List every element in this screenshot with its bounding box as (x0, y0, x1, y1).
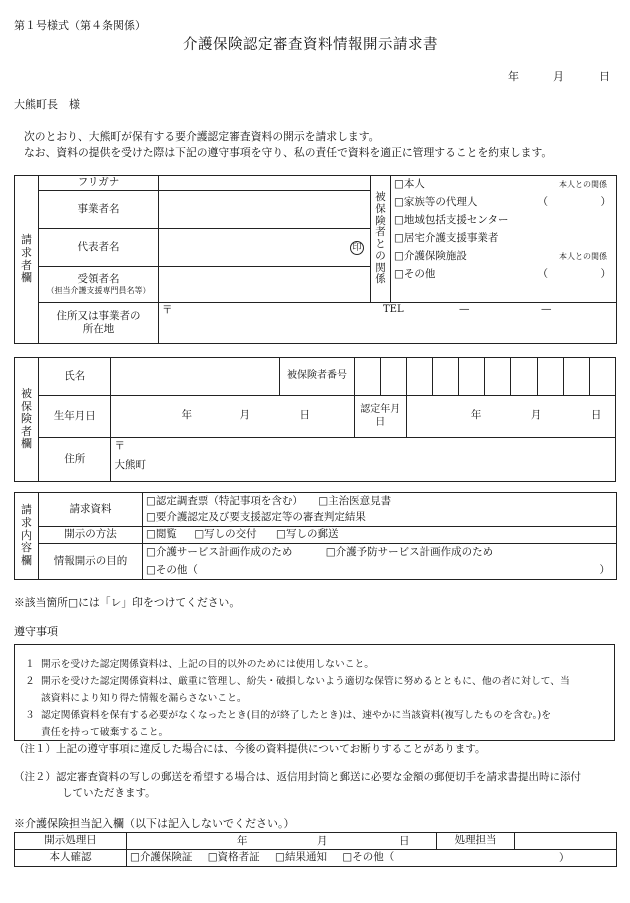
insured-number-digit[interactable] (485, 358, 511, 396)
cert-year-unit: 年 (470, 409, 482, 421)
identity-option-insurance-card[interactable]: □介護保険証 (130, 851, 193, 864)
compliance-title: 遵守事項 (14, 625, 58, 638)
materials-row-2 (143, 510, 617, 527)
birth-month-unit: 月 (239, 409, 250, 421)
cert-date-label: 認定年月日 (354, 396, 406, 438)
process-month-unit: 月 (317, 835, 328, 847)
furigana-field[interactable] (159, 176, 371, 191)
intro-line-2: なお、資料の提供を受けた際は下記の遵守事項を守り、私の責任で資料を適正に管理することを約束します。 (24, 146, 553, 159)
page-title: 介護保険認定審査資料情報開示請求書 (183, 37, 438, 53)
purpose-close-paren: ） (599, 563, 610, 576)
purpose-row-2 (143, 562, 617, 580)
materials-option-result[interactable]: □要介護認定及び要支援認定等の審査判定結果 (146, 511, 366, 524)
tel-dash-1: — (459, 303, 470, 315)
intro-line-1: 次のとおり、大熊町が保有する要介護認定審査資料の開示を請求します。 (24, 130, 380, 143)
relation-option-family-agent[interactable]: □家族等の代理人 （ ） (394, 196, 611, 208)
identity-close-paren: ） (559, 852, 570, 864)
process-date-label: 開示処理日 (15, 833, 127, 850)
materials-option-survey[interactable]: □認定調査票（特記事項を含む） (146, 494, 303, 507)
compliance-item-1: １ 開示を受けた認定関係資料は、上記の目的以外のためには使用しないこと。 (25, 659, 375, 670)
tel-dash-2: — (541, 303, 552, 315)
insured-number-digit[interactable] (537, 358, 563, 396)
identity-label: 本人確認 (15, 850, 127, 867)
insured-town: 大熊町 (114, 459, 146, 472)
materials-label: 請求資料 (39, 493, 143, 527)
purpose-option-other[interactable]: □その他（ (146, 563, 198, 576)
postal-mark: 〒 (162, 304, 173, 316)
method-option-view[interactable]: □閲覧 (146, 528, 177, 541)
method-option-copy[interactable]: □写しの交付 (194, 528, 257, 541)
relation-option-care-facility[interactable]: □介護保険施設 本人との関係 (394, 250, 607, 262)
purpose-label: 情報開示の目的 (39, 544, 143, 580)
cert-date-field[interactable] (406, 396, 615, 438)
insured-postal-mark: 〒 (114, 440, 125, 452)
note-2: （注２）認定審査資料の写しの郵送を希望する場合は、返信用封筒と郵送に必要な金額の郵便切手を請求書提出時に添付 (14, 771, 581, 783)
relation-options (391, 176, 617, 303)
compliance-item-2: ２ 開示を受けた認定関係資料は、厳重に管理し、紛失・破損しないよう適切な保管に努めるとともに、他の者に対して、当 (25, 676, 570, 687)
date-month: 月 (553, 70, 564, 83)
recipient-label: 受領者名 （担当介護支援専門員名等） (39, 267, 159, 303)
note-1: （注１）上記の遵守事項に違反した場合には、今後の資料提供についてお断りすることがあります。 (14, 743, 486, 755)
staff-label: 処理担当 (437, 833, 515, 850)
insured-address-label: 住所 (39, 438, 111, 482)
method-option-mail[interactable]: □写しの郵送 (276, 528, 339, 541)
insured-number-digit[interactable] (354, 358, 380, 396)
furigana-label: フリガナ (39, 176, 159, 191)
materials-row-1 (143, 493, 617, 510)
representative-label: 代表者名 (39, 229, 159, 267)
insured-name-label: 氏名 (39, 358, 111, 396)
business-name-label: 事業者名 (39, 191, 159, 229)
relation-section-label: 被 保 険 者 と の 関 係 (371, 176, 391, 303)
check-note: ※該当箇所□には「レ」印をつけてください。 (14, 596, 241, 609)
staff-field[interactable] (515, 833, 617, 850)
insured-number-digit[interactable] (433, 358, 459, 396)
method-label: 開示の方法 (39, 527, 143, 544)
business-name-field[interactable] (159, 191, 371, 229)
insured-address-field[interactable] (111, 438, 616, 482)
office-table (14, 832, 617, 867)
date-day: 日 (599, 70, 610, 83)
insured-number-label: 被保険者番号 (280, 358, 354, 396)
address-field[interactable] (159, 303, 617, 344)
purpose-option-prevention-plan[interactable]: □介護予防サービス計画作成のため (325, 546, 494, 559)
request-table (14, 492, 617, 580)
compliance-item-2-cont: 該資料により知り得た情報を漏らさないこと。 (41, 693, 247, 704)
request-section-label: 請 求 内 容 欄 (15, 493, 39, 580)
recipient-field[interactable] (159, 267, 371, 303)
date-year: 年 (508, 70, 519, 83)
identity-option-result-notice[interactable]: □結果通知 (275, 851, 327, 864)
birth-date-field[interactable] (111, 396, 354, 438)
identity-option-other[interactable]: □その他（ (342, 851, 395, 864)
identity-row (127, 850, 617, 867)
insured-number-digit[interactable] (380, 358, 406, 396)
insured-number-digit[interactable] (459, 358, 485, 396)
process-year-unit: 年 (237, 835, 248, 847)
cert-month-unit: 月 (530, 409, 542, 421)
compliance-box (14, 644, 615, 741)
note-2-cont: していただきます。 (62, 787, 156, 799)
form-number: 第１号様式（第４条関係） (14, 19, 146, 32)
relation-option-other[interactable]: □その他 （ ） (394, 268, 611, 280)
materials-option-doctor[interactable]: □主治医意見書 (318, 494, 392, 507)
process-date-field[interactable] (127, 833, 437, 850)
seal-icon: 印 (350, 241, 364, 255)
birth-date-label: 生年月日 (39, 396, 111, 438)
requester-table (14, 175, 617, 344)
purpose-row-1 (143, 544, 617, 562)
compliance-item-3-cont: 責任を持って破棄すること。 (41, 727, 169, 738)
recipient-note: （担当介護支援専門員名等） (46, 286, 151, 296)
relation-option-self[interactable]: □本人 本人との関係 (394, 178, 607, 190)
cert-day-unit: 日 (590, 409, 602, 421)
office-title: ※介護保険担当記入欄（以下は記入しないでください。） (14, 817, 295, 830)
identity-option-qualification[interactable]: □資格者証 (207, 851, 260, 864)
address-label: 住所又は事業者の 所在地 (39, 303, 159, 344)
purpose-option-care-plan[interactable]: □介護サービス計画作成のため (146, 546, 293, 559)
representative-field[interactable] (159, 229, 371, 267)
method-row (143, 527, 617, 544)
tel-label: TEL (383, 304, 404, 315)
insured-name-field[interactable] (111, 358, 280, 396)
addressee: 大熊町長 様 (14, 98, 80, 111)
insured-section-label: 被 保 険 者 欄 (15, 358, 39, 482)
insured-number-digit[interactable] (511, 358, 537, 396)
birth-year-unit: 年 (181, 409, 192, 421)
insured-table (14, 357, 616, 482)
relation-option-care-support[interactable]: □居宅介護支援事業者 (394, 232, 499, 244)
birth-day-unit: 日 (299, 409, 310, 421)
insured-number-digit[interactable] (563, 358, 589, 396)
process-day-unit: 日 (399, 835, 410, 847)
relation-option-community-center[interactable]: □地域包括支援センター (394, 214, 509, 226)
requester-section-label: 請 求 者 欄 (15, 176, 39, 344)
insured-number-digit[interactable] (406, 358, 432, 396)
compliance-item-3: ３ 認定関係資料を保有する必要がなくなったとき(目的が終了したとき)は、速やかに当該資料(複写したものを含む。)を (25, 710, 552, 721)
insured-number-digit[interactable] (589, 358, 615, 396)
